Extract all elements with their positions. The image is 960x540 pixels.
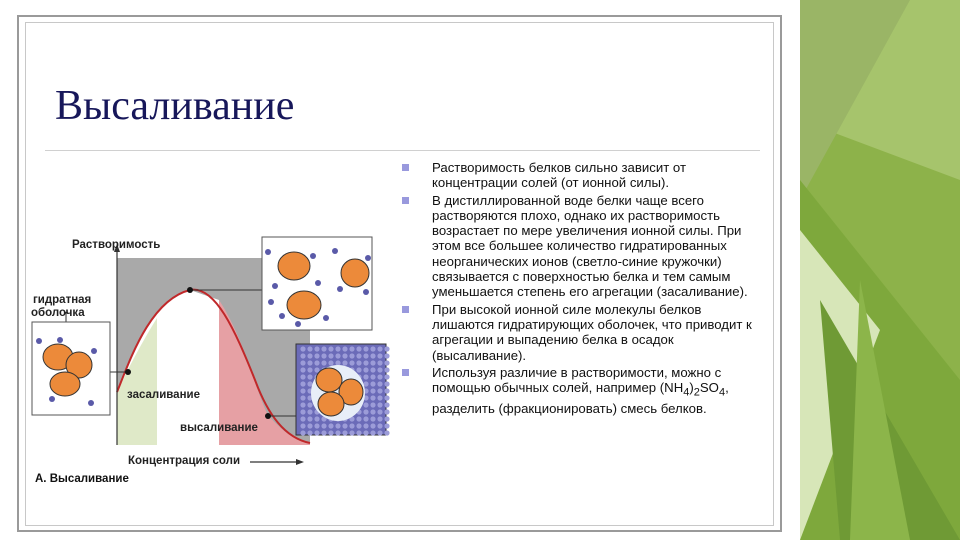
ion-dot xyxy=(342,346,347,351)
ion-dot xyxy=(349,360,354,365)
ion-dot xyxy=(377,395,382,400)
ion-dot xyxy=(384,395,389,400)
ion-dot xyxy=(363,360,368,365)
ion-dot xyxy=(370,346,375,351)
ion-dot xyxy=(384,381,389,386)
ion-dot xyxy=(307,367,312,372)
bullet-text: Используя различие в растворимости, можно с помощью обычных солей, например $(NH_4)_2SO_4$, разделить (фракционировать) смесь белков. xyxy=(432,364,729,417)
ion-dot xyxy=(307,374,312,379)
ion-dot xyxy=(307,423,312,428)
ion-dot xyxy=(356,360,361,365)
ion-dot xyxy=(370,353,375,358)
ion-dot xyxy=(363,409,368,414)
ion-dot xyxy=(370,374,375,379)
hydrate-shell-label: гидратная xyxy=(33,294,92,306)
ion-dot xyxy=(300,346,305,351)
salting-in-label: засаливание xyxy=(127,389,200,401)
ion-dot xyxy=(370,388,375,393)
ion-dot xyxy=(384,416,389,421)
ion-dot xyxy=(314,423,319,428)
ion-dot xyxy=(335,353,340,358)
ion-dot xyxy=(356,423,361,428)
ion-dot xyxy=(377,409,382,414)
bullet-text: В дистиллированной воде белки чаще всего растворяются плохо, однако их растворимость возрастает по мере увеличения ионной силы. При этом все большее количество гидратированных неорганических ионов (светло-синие кружочки) связывается с поверхностью белка и тем самым уменьшается степень его агрегации (засаливание). xyxy=(432,192,748,300)
slide-title: Высаливание xyxy=(55,83,295,129)
ion-dot xyxy=(307,416,312,421)
ion-dot xyxy=(384,346,389,351)
ion-dot xyxy=(363,353,368,358)
ion-dot xyxy=(300,416,305,421)
ion-dot xyxy=(349,423,354,428)
ion-dot xyxy=(321,423,326,428)
ion-dot xyxy=(363,430,368,435)
ion-dot xyxy=(314,360,319,365)
curve-point xyxy=(125,369,131,375)
ion-dot xyxy=(335,430,340,435)
ion-dot xyxy=(300,374,305,379)
y-axis-label: Растворимость xyxy=(72,239,161,251)
ion-dot xyxy=(370,416,375,421)
ion-dot xyxy=(384,360,389,365)
ion-dot xyxy=(307,409,312,414)
ion-dot xyxy=(314,430,319,435)
ion-dot xyxy=(370,423,375,428)
ion-dot xyxy=(370,367,375,372)
x-axis-label: Концентрация соли xyxy=(128,455,241,467)
ion-dot xyxy=(370,430,375,435)
ion-dot xyxy=(300,367,305,372)
ion-dot xyxy=(363,374,368,379)
ion-dot xyxy=(384,430,389,435)
ion-dot xyxy=(335,346,340,351)
ion-dot xyxy=(321,353,326,358)
ion-dot xyxy=(377,374,382,379)
ion-dot xyxy=(363,367,368,372)
ion-dot xyxy=(370,409,375,414)
ion-dot xyxy=(363,346,368,351)
ion-dot xyxy=(356,416,361,421)
ion-dot xyxy=(314,353,319,358)
ion-dot xyxy=(377,367,382,372)
ion-dot xyxy=(370,360,375,365)
ion-dot xyxy=(300,388,305,393)
ion-dot xyxy=(384,374,389,379)
ion-dot xyxy=(377,360,382,365)
ion-dot xyxy=(307,430,312,435)
ion-dot xyxy=(377,381,382,386)
ion-dot xyxy=(321,346,326,351)
bullet-text: При высокой ионной силе молекулы белков лишаются гидратирующих оболочек, что приводит к агрегации и выпадению белка в осадок (высаливание). xyxy=(432,301,752,363)
ion-dot xyxy=(328,430,333,435)
ion-dot xyxy=(356,346,361,351)
ion-dot xyxy=(300,381,305,386)
ion-dot xyxy=(377,416,382,421)
ion-dot xyxy=(356,353,361,358)
ion-dot xyxy=(300,430,305,435)
ion-dot xyxy=(363,381,368,386)
ion-dot xyxy=(328,346,333,351)
ion-dot xyxy=(321,360,326,365)
curve-point xyxy=(187,287,193,293)
ion-dot xyxy=(384,409,389,414)
ion-dot xyxy=(342,360,347,365)
ion-dot xyxy=(384,367,389,372)
ion-dot xyxy=(384,388,389,393)
ion-dot xyxy=(300,360,305,365)
ion-dot xyxy=(377,423,382,428)
ion-dot xyxy=(300,402,305,407)
ion-dot xyxy=(384,402,389,407)
ion-dot xyxy=(377,402,382,407)
ion-dot xyxy=(300,395,305,400)
ion-dot xyxy=(363,402,368,407)
ion-dot xyxy=(370,395,375,400)
ion-dot xyxy=(328,353,333,358)
ion-dot xyxy=(363,416,368,421)
ion-dot xyxy=(377,388,382,393)
decorative-green-panel xyxy=(800,0,960,540)
ion-dot xyxy=(356,367,361,372)
ion-dot xyxy=(314,346,319,351)
ion-dot xyxy=(377,430,382,435)
ion-dot xyxy=(370,381,375,386)
ion-dot xyxy=(321,430,326,435)
x-axis-arrow-icon xyxy=(296,459,304,465)
ion-dot xyxy=(300,353,305,358)
salting-out-label: высаливание xyxy=(180,422,258,434)
ion-dot xyxy=(328,423,333,428)
ion-dot xyxy=(384,423,389,428)
ion-dot xyxy=(377,353,382,358)
ion-dot xyxy=(307,353,312,358)
ion-dot xyxy=(335,360,340,365)
bullet-text: Растворимость белков сильно зависит от концентрации солей (от ионной силы). xyxy=(432,160,687,191)
ion-dot xyxy=(384,353,389,358)
ion-dot xyxy=(356,430,361,435)
ion-dot xyxy=(342,423,347,428)
ion-dot xyxy=(342,353,347,358)
ion-dot xyxy=(307,360,312,365)
ion-dot xyxy=(307,402,312,407)
ion-dot xyxy=(377,346,382,351)
ion-dot xyxy=(363,423,368,428)
figure-caption: А. Высаливание xyxy=(35,473,129,485)
ion-dot xyxy=(300,423,305,428)
ion-dot xyxy=(349,353,354,358)
ion-dot xyxy=(342,430,347,435)
ion-dot xyxy=(370,402,375,407)
ion-dot xyxy=(349,346,354,351)
ion-dot xyxy=(314,416,319,421)
ion-dot xyxy=(300,409,305,414)
ion-dot xyxy=(335,423,340,428)
curve-point xyxy=(265,413,271,419)
ion-dot xyxy=(328,360,333,365)
hydrate-shell-label: оболочка xyxy=(31,307,85,319)
ion-dot xyxy=(349,430,354,435)
ion-dot xyxy=(307,381,312,386)
ion-dot xyxy=(307,346,312,351)
